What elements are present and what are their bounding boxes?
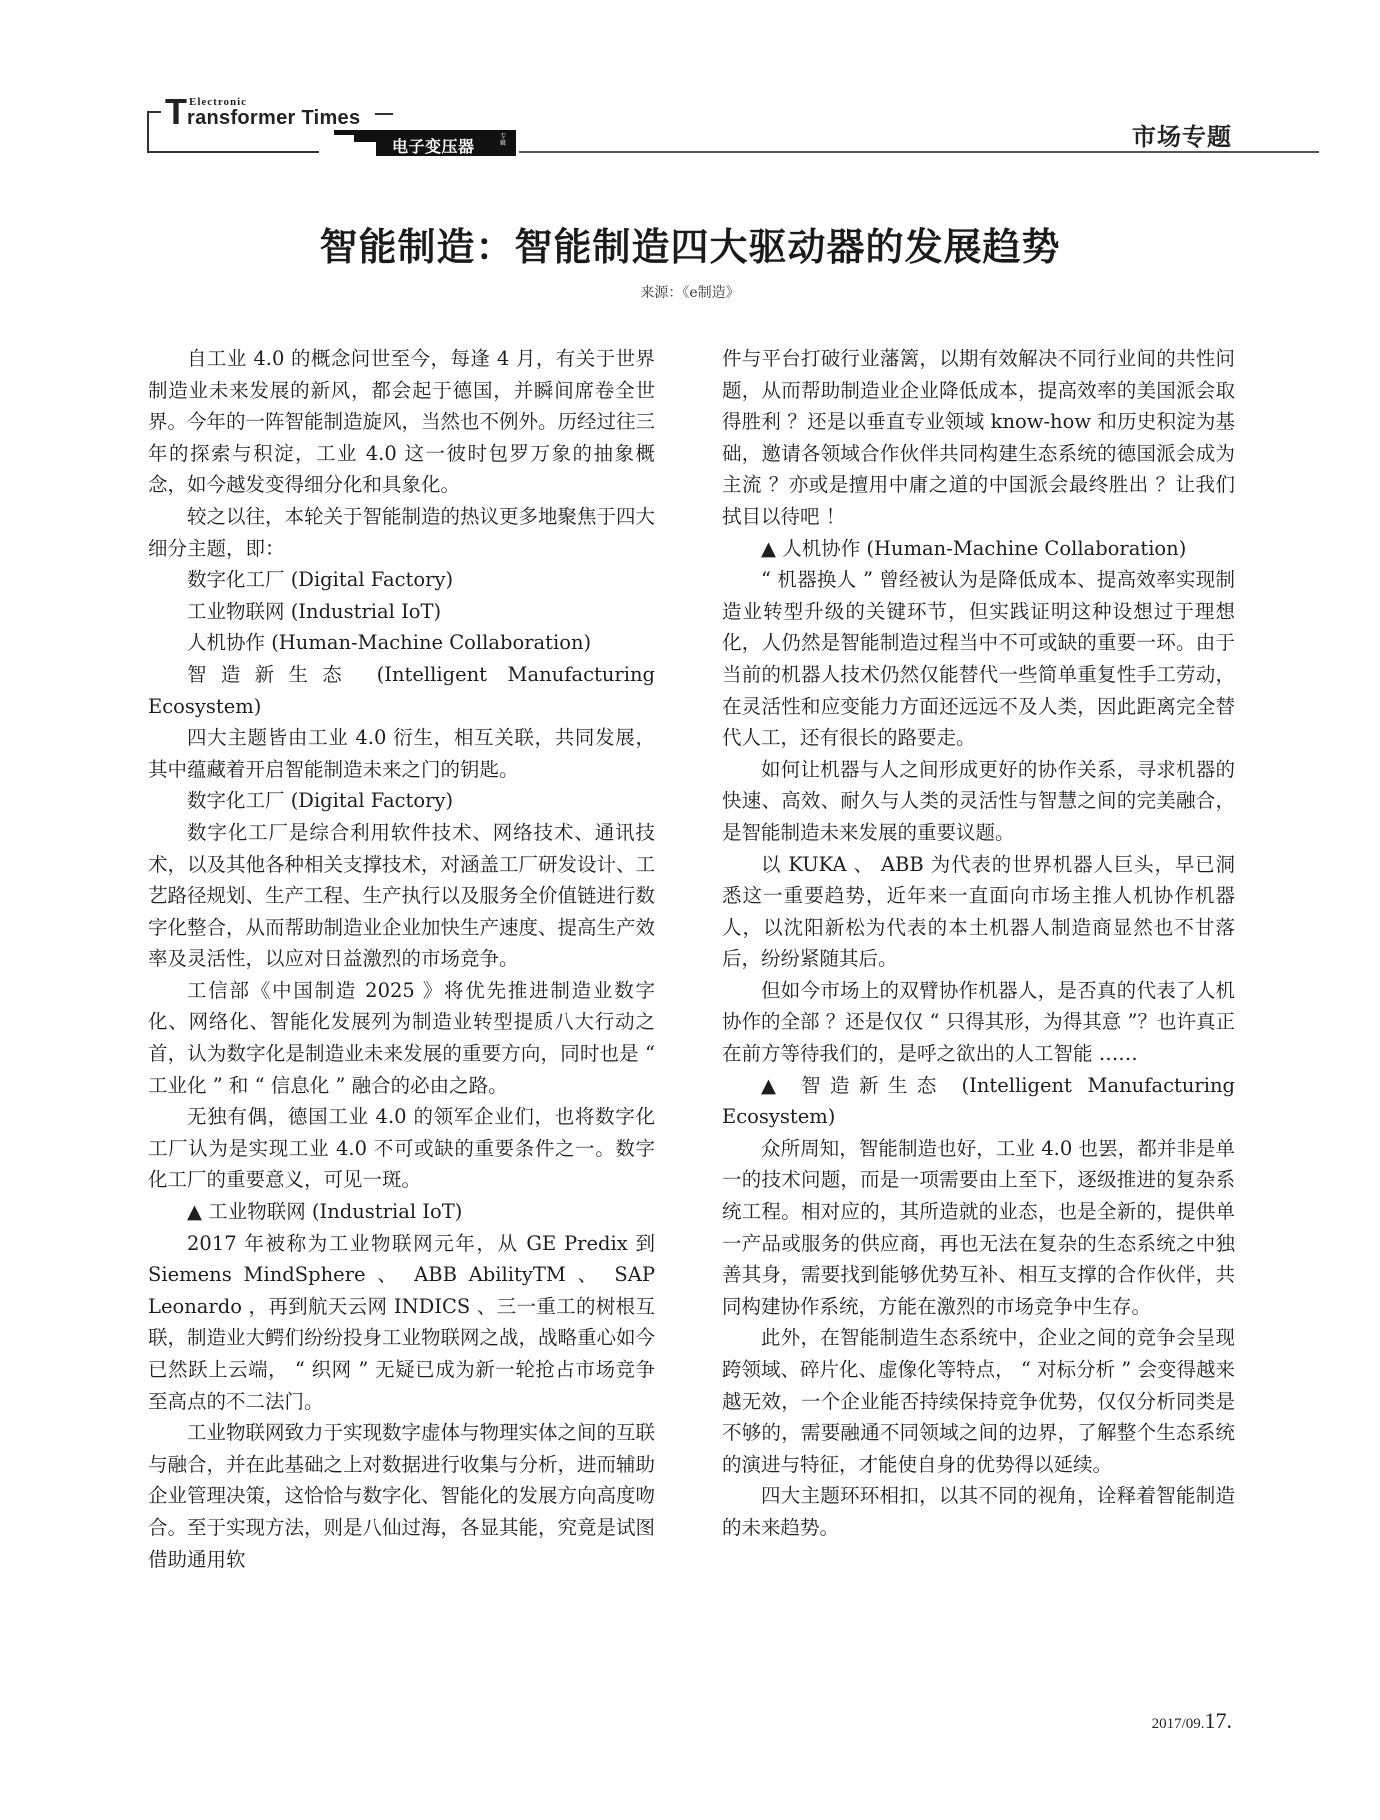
paragraph: 工业物联网致力于实现数字虚体与物理实体之间的互联与融合，并在此基础之上对数据进行收集与分析，进而辅助企业管理决策，这恰恰与数字化、智能化的发展方向高度吻合。至于实现方法，则是八仙过海，各显其能，究竟是试图借助通用软	[148, 1421, 656, 1571]
article-title: 智能制造：智能制造四大驱动器的发展趋势	[319, 224, 1061, 269]
section-heading: ▲ 人机协作 (Human-Machine Collaboration)	[761, 536, 1187, 560]
paragraph: 工信部《中国制造 2025 》将优先推进制造业数字化、网络化、智能化发展列为制造业转型提质八大行动之首，认为数字化是制造业未来发展的重要方向，同时也是 “ 工业化 ” 和 “ 信息化 ” 融合的必由之路。	[148, 978, 655, 1097]
topic-item: 智造新生态 (Intelligent Manufacturing Ecosystem)	[148, 662, 655, 718]
section-heading: ▲ 智造新生态 (Intelligent Manufacturing Ecosystem)	[722, 1073, 1235, 1129]
paragraph: 众所周知，智能制造也好，工业 4.0 也罢，都并非是单一的技术问题，而是一项需要由上至下，逐级推进的复杂系统工程。相对应的，其所造就的业态，也是全新的，提供单一产品或服务的供应商，再也无法在复杂的生态系统之中独善其身，需要找到能够优势互补、相互支撑的合作伙伴，共同构建协作系统，方能在激烈的市场竞争中生存。	[722, 1136, 1235, 1318]
paragraph: 较之以往，本轮关于智能制造的热议更多地聚焦于四大细分主题，即：	[148, 504, 656, 560]
paragraph: 如何让机器与人之间形成更好的协作关系，寻求机器的快速、高效、耐久与人类的灵活性与智慧之间的完美融合，是智能制造未来发展的重要议题。	[722, 757, 1235, 844]
paragraph: 四大主题环环相扣，以其不同的视角，诠释着智能制造的未来趋势。	[722, 1484, 1235, 1539]
paragraph: “ 机器换人 ” 曾经被认为是降低成本、提高效率实现制造业转型升级的关键环节，但实践证明这种设想过于理想化，人仍然是智能制造过程当中不可或缺的重要一环。由于当前的机器人技术仍然仅能替代一些简单重复性手工劳动，在灵活性和应变能力方面还远远不及人类，因此距离完全替代人工，还有很长的路要走。	[722, 568, 1235, 750]
page-number: 17.	[1204, 1708, 1232, 1733]
page-footer	[1152, 1708, 1232, 1734]
article-source: 来源：《e制造》	[640, 285, 740, 301]
logo-big-letter: T	[165, 91, 187, 132]
paragraph: 四大主题皆由工业 4.0 衍生，相互关联，共同发展，其中蕴藏着开启智能制造未来之门的钥匙。	[148, 726, 655, 781]
right-column	[722, 343, 1235, 1544]
band-superscript: 专辑	[500, 133, 507, 147]
logo-dash	[375, 113, 393, 115]
header-frame-line	[147, 111, 149, 152]
paragraph: 但如今市场上的双臂协作机器人，是否真的代表了人机协作的全部 ？还是仅仅 “ 只得其形，为得其意 ”？也许真正在前方等待我们的，是呼之欲出的人工智能 ……	[722, 978, 1235, 1066]
logo-main-text: ransformer Times	[187, 107, 361, 129]
topic-item: 数字化工厂 (Digital Factory)	[187, 568, 454, 592]
left-column	[148, 343, 655, 1575]
section-tag: 市场专题	[1132, 123, 1232, 151]
topic-item: 工业物联网 (Industrial IoT)	[187, 599, 442, 623]
paragraph: 2017 年被称为工业物联网元年，从 GE Predix 到 Siemens MindSphere 、 ABB AbilityTM 、 SAP Leonardo ，再到航天云网 INDICS 、三一重工的树根互联，制造业大鳄们纷纷投身工业物联网之战，战略重心如今已然跃上云端， “ 织网 ” 无疑已成为新一轮抢占市场竞争至高点的不二法门。	[148, 1231, 656, 1413]
logo-small-text: Electronic	[189, 96, 248, 108]
paragraph: 无独有偶，德国工业 4.0 的领军企业们，也将数字化工厂认为是实现工业 4.0 不可或缺的重要条件之一。数字化工厂的重要意义，可见一斑。	[148, 1105, 655, 1192]
paragraph: 数字化工厂是综合利用软件技术、网络技术、通讯技术，以及其他各种相关支撑技术，对涵盖工厂研发设计、工艺路径规划、生产工程、生产执行以及服务全价值链进行数字化整合，从而帮助制造业企业加快生产速度、提高生产效率及灵活性，以应对日益激烈的市场竞争。	[148, 820, 656, 971]
topic-item: 人机协作 (Human-Machine Collaboration)	[187, 631, 592, 655]
paragraph: 自工业 4.0 的概念问世至今，每逢 4 月，有关于世界制造业未来发展的新风，都会起于德国，并瞬间席卷全世界。今年的一阵智能制造旋风，当然也不例外。历经过往三年的探索与积淀，工业 4.0 这一彼时包罗万象的抽象概念，如今越发变得细分化和具象化。	[148, 347, 656, 497]
header-frame-line	[147, 111, 161, 113]
paragraph: 此外，在智能制造生态系统中，企业之间的竞争会呈现跨领域、碎片化、虚像化等特点， “ 对标分析 ” 会变得越来越无效，一个企业能否持续保持竞争优势，仅仅分析同类是不够的，需要融通不同领域之间的边界，了解整个生态系统的演进与特征，才能使自身的优势得以延续。	[722, 1326, 1235, 1476]
section-heading: 数字化工厂 (Digital Factory)	[187, 789, 454, 813]
band-text: 电子变压器	[392, 137, 475, 156]
section-heading: ▲ 工业物联网 (Industrial IoT)	[187, 1200, 463, 1224]
header-frame-line	[147, 151, 319, 153]
paragraph: 以 KUKA 、 ABB 为代表的世界机器人巨头，早已洞悉这一重要趋势，近年来一直面向市场主推人机协作机器人，以沈阳新松为代表的本土机器人制造商显然也不甘落后，纷纷紧随其后。	[722, 852, 1235, 971]
issue-date: 2017/09.	[1151, 1716, 1205, 1732]
paragraph: 件与平台打破行业藩篱，以期有效解决不同行业间的共性问题，从而帮助制造业企业降低成本，提高效率的美国派会取得胜利 ？还是以垂直专业领域 know-how 和历史积淀为基础，邀请各领域合作伙伴共同构建生态系统的德国派会成为主流 ？亦或是擅用中庸之道的中国派会最终胜出 ？让我们拭目以待吧 ！	[722, 347, 1235, 528]
